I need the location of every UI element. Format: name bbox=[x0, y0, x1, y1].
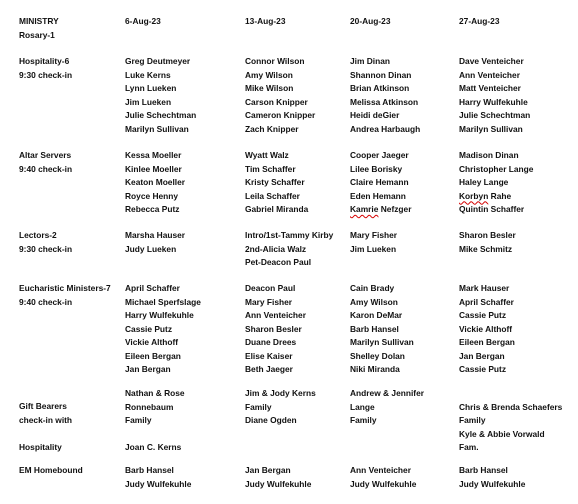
volunteer-name: Niki Miranda bbox=[350, 364, 400, 374]
volunteer-name: 2nd-Alicia Walz bbox=[245, 243, 307, 254]
volunteer-name: Keaton Moeller bbox=[125, 177, 186, 187]
volunteer-name: Kyle & Abbie Vorwald bbox=[459, 428, 545, 439]
volunteer-name: Wyatt Walz bbox=[245, 150, 289, 160]
volunteer-name: Intro/1st-Tammy Kirby bbox=[245, 230, 334, 240]
lectors-label-cell bbox=[19, 229, 72, 256]
volunteer-name: Family bbox=[125, 415, 152, 425]
volunteer-name: Cassie Putz bbox=[125, 323, 173, 334]
volunteer-name: Barb Hansel bbox=[350, 323, 399, 334]
checkin-time: 9:30 check-in bbox=[19, 69, 73, 80]
lectors-col-aug27 bbox=[459, 229, 516, 256]
volunteer-name: Diane Ogden bbox=[245, 415, 297, 425]
volunteer-name: Eileen Bergan bbox=[459, 337, 515, 347]
checkin-time: 9:40 check-in bbox=[19, 296, 73, 307]
volunteer-name: Zach Knipper bbox=[245, 123, 299, 134]
date-header: 13-Aug-23 bbox=[245, 16, 286, 26]
gift-bearers-col-aug27 bbox=[459, 387, 562, 455]
volunteer-name: Dave Venteicher bbox=[459, 56, 524, 66]
lectors-col-aug6 bbox=[125, 229, 185, 256]
volunteer-name: Duane Drees bbox=[245, 337, 297, 347]
altar-servers-label-cell bbox=[19, 149, 72, 176]
checkin-time: 9:30 check-in bbox=[19, 243, 73, 254]
gift-bearers-col-aug20 bbox=[350, 387, 424, 428]
ministry-label: Eucharistic Ministers-7 bbox=[19, 283, 111, 293]
volunteer-name: Kristy Schaffer bbox=[245, 177, 305, 187]
em-homebound-col-aug27 bbox=[459, 464, 525, 491]
volunteer-name: Beth Jaeger bbox=[245, 364, 293, 374]
spellcheck-word: Kamrie bbox=[350, 204, 379, 214]
volunteer-name: Jim Lueken bbox=[125, 96, 172, 107]
gift-bearers-label-cell bbox=[19, 400, 72, 454]
volunteer-name: Mark Hauser bbox=[459, 283, 510, 293]
volunteer-name: Heidi deGier bbox=[350, 110, 400, 120]
volunteer-name: Tim Schaffer bbox=[245, 163, 296, 174]
volunteer-name: Harry Wulfekuhle bbox=[125, 310, 194, 320]
gift-bearers-col-aug13 bbox=[245, 387, 316, 428]
volunteer-name: Julie Schechtman bbox=[459, 110, 531, 120]
volunteer-name: Quintin Schaffer bbox=[459, 204, 525, 214]
volunteer-name: Judy Wulfekuhle bbox=[350, 478, 417, 489]
eucharistic-col-aug6 bbox=[125, 282, 201, 377]
checkin-note: check-in with bbox=[19, 414, 73, 425]
volunteer-name bbox=[459, 387, 562, 401]
volunteer-name: Elise Kaiser bbox=[245, 350, 293, 361]
volunteer-name: Brian Atkinson bbox=[350, 83, 410, 93]
volunteer-name: Gabriel Miranda bbox=[245, 204, 309, 214]
ministry-label: Hospitality-6 bbox=[19, 56, 70, 66]
volunteer-name: Eileen Bergan bbox=[125, 350, 181, 361]
volunteer-name: Cain Brady bbox=[350, 283, 395, 293]
volunteer-name: Judy Wulfekuhle bbox=[459, 478, 526, 489]
altar-servers-col-aug20 bbox=[350, 149, 411, 217]
eucharistic-col-aug27 bbox=[459, 282, 515, 377]
ministry-header: MINISTRY bbox=[19, 16, 59, 26]
volunteer-name: Lynn Lueken bbox=[125, 83, 177, 93]
eucharistic-label-cell bbox=[19, 282, 111, 309]
volunteer-name: Shannon Dinan bbox=[350, 69, 412, 80]
volunteer-name: Connor Wilson bbox=[245, 56, 305, 66]
volunteer-name: Ronnebaum bbox=[125, 401, 174, 412]
volunteer-name: Barb Hansel bbox=[125, 465, 174, 475]
altar-servers-col-aug27 bbox=[459, 149, 533, 217]
eucharistic-col-aug20 bbox=[350, 282, 414, 377]
em-homebound-col-aug13 bbox=[245, 464, 311, 491]
volunteer-name: Amy Wilson bbox=[245, 69, 293, 80]
hospitality-col-aug13 bbox=[245, 55, 315, 136]
volunteer-name: Family bbox=[350, 415, 377, 425]
ministry-label: EM Homebound bbox=[19, 465, 83, 475]
date-header: 20-Aug-23 bbox=[350, 16, 391, 26]
em-homebound-label-cell bbox=[19, 464, 83, 478]
em-homebound-col-aug20 bbox=[350, 464, 416, 491]
volunteer-name: Marilyn Sullivan bbox=[350, 337, 414, 347]
volunteer-name: Joan C. Kerns bbox=[125, 442, 182, 452]
volunteer-name: Barb Hansel bbox=[459, 465, 508, 475]
volunteer-name: Sharon Besler bbox=[459, 230, 516, 240]
volunteer-name: Rebecca Putz bbox=[125, 204, 180, 214]
volunteer-name: Matt Venteicher bbox=[459, 83, 521, 93]
volunteer-name: April Schaffer bbox=[125, 283, 180, 293]
checkin-note: Hospitality bbox=[19, 441, 62, 452]
altar-servers-col-aug6 bbox=[125, 149, 185, 217]
gift-bearers-col-aug6 bbox=[125, 387, 185, 455]
volunteer-name: Christopher Lange bbox=[459, 163, 534, 174]
volunteer-name: Jan Bergan bbox=[125, 364, 171, 374]
volunteer-name: Vickie Althoff bbox=[459, 323, 513, 334]
volunteer-name: Kinlee Moeller bbox=[125, 163, 182, 174]
volunteer-name: Kessa Moeller bbox=[125, 150, 182, 160]
volunteer-name: Melissa Atkinson bbox=[350, 96, 419, 107]
volunteer-name: Sharon Besler bbox=[245, 323, 302, 334]
volunteer-name: Judy Wulfekuhle bbox=[125, 478, 192, 489]
volunteer-name: Harry Wulfekuhle bbox=[459, 96, 528, 107]
volunteer-name-spellcheck: Korbyn Rahe bbox=[459, 190, 512, 201]
volunteer-name: Vickie Althoff bbox=[125, 337, 179, 347]
ministry-label: Lectors-2 bbox=[19, 230, 57, 240]
ministry-label: Altar Servers bbox=[19, 150, 72, 160]
volunteer-name: Cassie Putz bbox=[459, 310, 507, 320]
volunteer-name: Jan Bergan bbox=[245, 465, 291, 475]
volunteer-name: Marsha Hauser bbox=[125, 230, 186, 240]
volunteer-name: Ann Venteicher bbox=[245, 310, 306, 320]
volunteer-name: Pet-Deacon Paul bbox=[245, 257, 312, 267]
volunteer-name: Ann Venteicher bbox=[459, 69, 520, 80]
altar-servers-col-aug13 bbox=[245, 149, 308, 217]
volunteer-name: Lilee Borisky bbox=[350, 163, 403, 174]
volunteer-name: Marilyn Sullivan bbox=[125, 123, 189, 134]
volunteer-name: Ann Venteicher bbox=[350, 465, 411, 475]
volunteer-name: Fam. bbox=[459, 442, 479, 452]
hospitality-col-aug20 bbox=[350, 55, 420, 136]
spellcheck-word: Korbyn bbox=[459, 190, 489, 201]
lectors-col-aug13 bbox=[245, 229, 333, 270]
date-header: 6-Aug-23 bbox=[125, 16, 161, 26]
volunteer-name: Cooper Jaeger bbox=[350, 150, 409, 160]
checkin-time: 9:40 check-in bbox=[19, 163, 73, 174]
volunteer-name: Luke Kerns bbox=[125, 69, 171, 80]
volunteer-name: Mike Schmitz bbox=[459, 243, 513, 254]
volunteer-name: Claire Hemann bbox=[350, 177, 409, 187]
lectors-col-aug20 bbox=[350, 229, 397, 256]
volunteer-name: Family bbox=[459, 415, 486, 425]
volunteer-name: Mary Fisher bbox=[245, 296, 293, 307]
volunteer-name: Family bbox=[245, 401, 272, 412]
volunteer-name: Chris & Brenda Schaefers bbox=[459, 401, 563, 412]
volunteer-name: Haley Lange bbox=[459, 177, 509, 187]
volunteer-name: Marilyn Sullivan bbox=[459, 123, 523, 134]
date-header: 27-Aug-23 bbox=[459, 16, 500, 26]
rosary-label: Rosary-1 bbox=[19, 29, 55, 40]
volunteer-name: Julie Schechtman bbox=[125, 110, 197, 120]
hospitality-col-aug6 bbox=[125, 55, 196, 136]
volunteer-name: Jan Bergan bbox=[459, 350, 505, 361]
volunteer-name: Leila Schaffer bbox=[245, 190, 300, 201]
volunteer-name-spellcheck: Kamrie Nefzger bbox=[350, 204, 412, 214]
hospitality-label-cell bbox=[19, 55, 72, 82]
volunteer-name: Michael Sperfslage bbox=[125, 296, 201, 307]
volunteer-name: Carson Knipper bbox=[245, 96, 308, 107]
volunteer-name: Nathan & Rose bbox=[125, 388, 185, 398]
volunteer-name: Judy Wulfekuhle bbox=[245, 478, 312, 489]
volunteer-name: Cassie Putz bbox=[459, 364, 507, 374]
volunteer-name: Eden Hemann bbox=[350, 190, 406, 201]
volunteer-name: Cameron Knipper bbox=[245, 110, 316, 120]
header-label-cell bbox=[19, 15, 59, 42]
volunteer-name: Amy Wilson bbox=[350, 296, 398, 307]
volunteer-name bbox=[125, 428, 185, 442]
em-homebound-col-aug6 bbox=[125, 464, 191, 491]
volunteer-name: Mike Wilson bbox=[245, 83, 294, 93]
volunteer-name: Madison Dinan bbox=[459, 150, 519, 160]
volunteer-name: Jim Dinan bbox=[350, 56, 391, 66]
volunteer-name: Andrew & Jennifer bbox=[350, 388, 424, 398]
volunteer-name: Lange bbox=[350, 401, 375, 412]
ministry-label: Gift Bearers bbox=[19, 401, 67, 411]
volunteer-name: Jim Lueken bbox=[350, 243, 397, 254]
volunteer-name: Shelley Dolan bbox=[350, 350, 405, 361]
volunteer-name: Mary Fisher bbox=[350, 230, 398, 240]
eucharistic-col-aug13 bbox=[245, 282, 306, 377]
volunteer-name: Jim & Jody Kerns bbox=[245, 388, 316, 398]
hospitality-col-aug27 bbox=[459, 55, 530, 136]
volunteer-name: Karon DeMar bbox=[350, 310, 403, 320]
volunteer-name: Deacon Paul bbox=[245, 283, 296, 293]
volunteer-name: Royce Henny bbox=[125, 190, 179, 201]
volunteer-name: Greg Deutmeyer bbox=[125, 56, 191, 66]
volunteer-name: April Schaffer bbox=[459, 296, 514, 307]
volunteer-name: Andrea Harbaugh bbox=[350, 123, 421, 134]
volunteer-name: Judy Lueken bbox=[125, 243, 177, 254]
